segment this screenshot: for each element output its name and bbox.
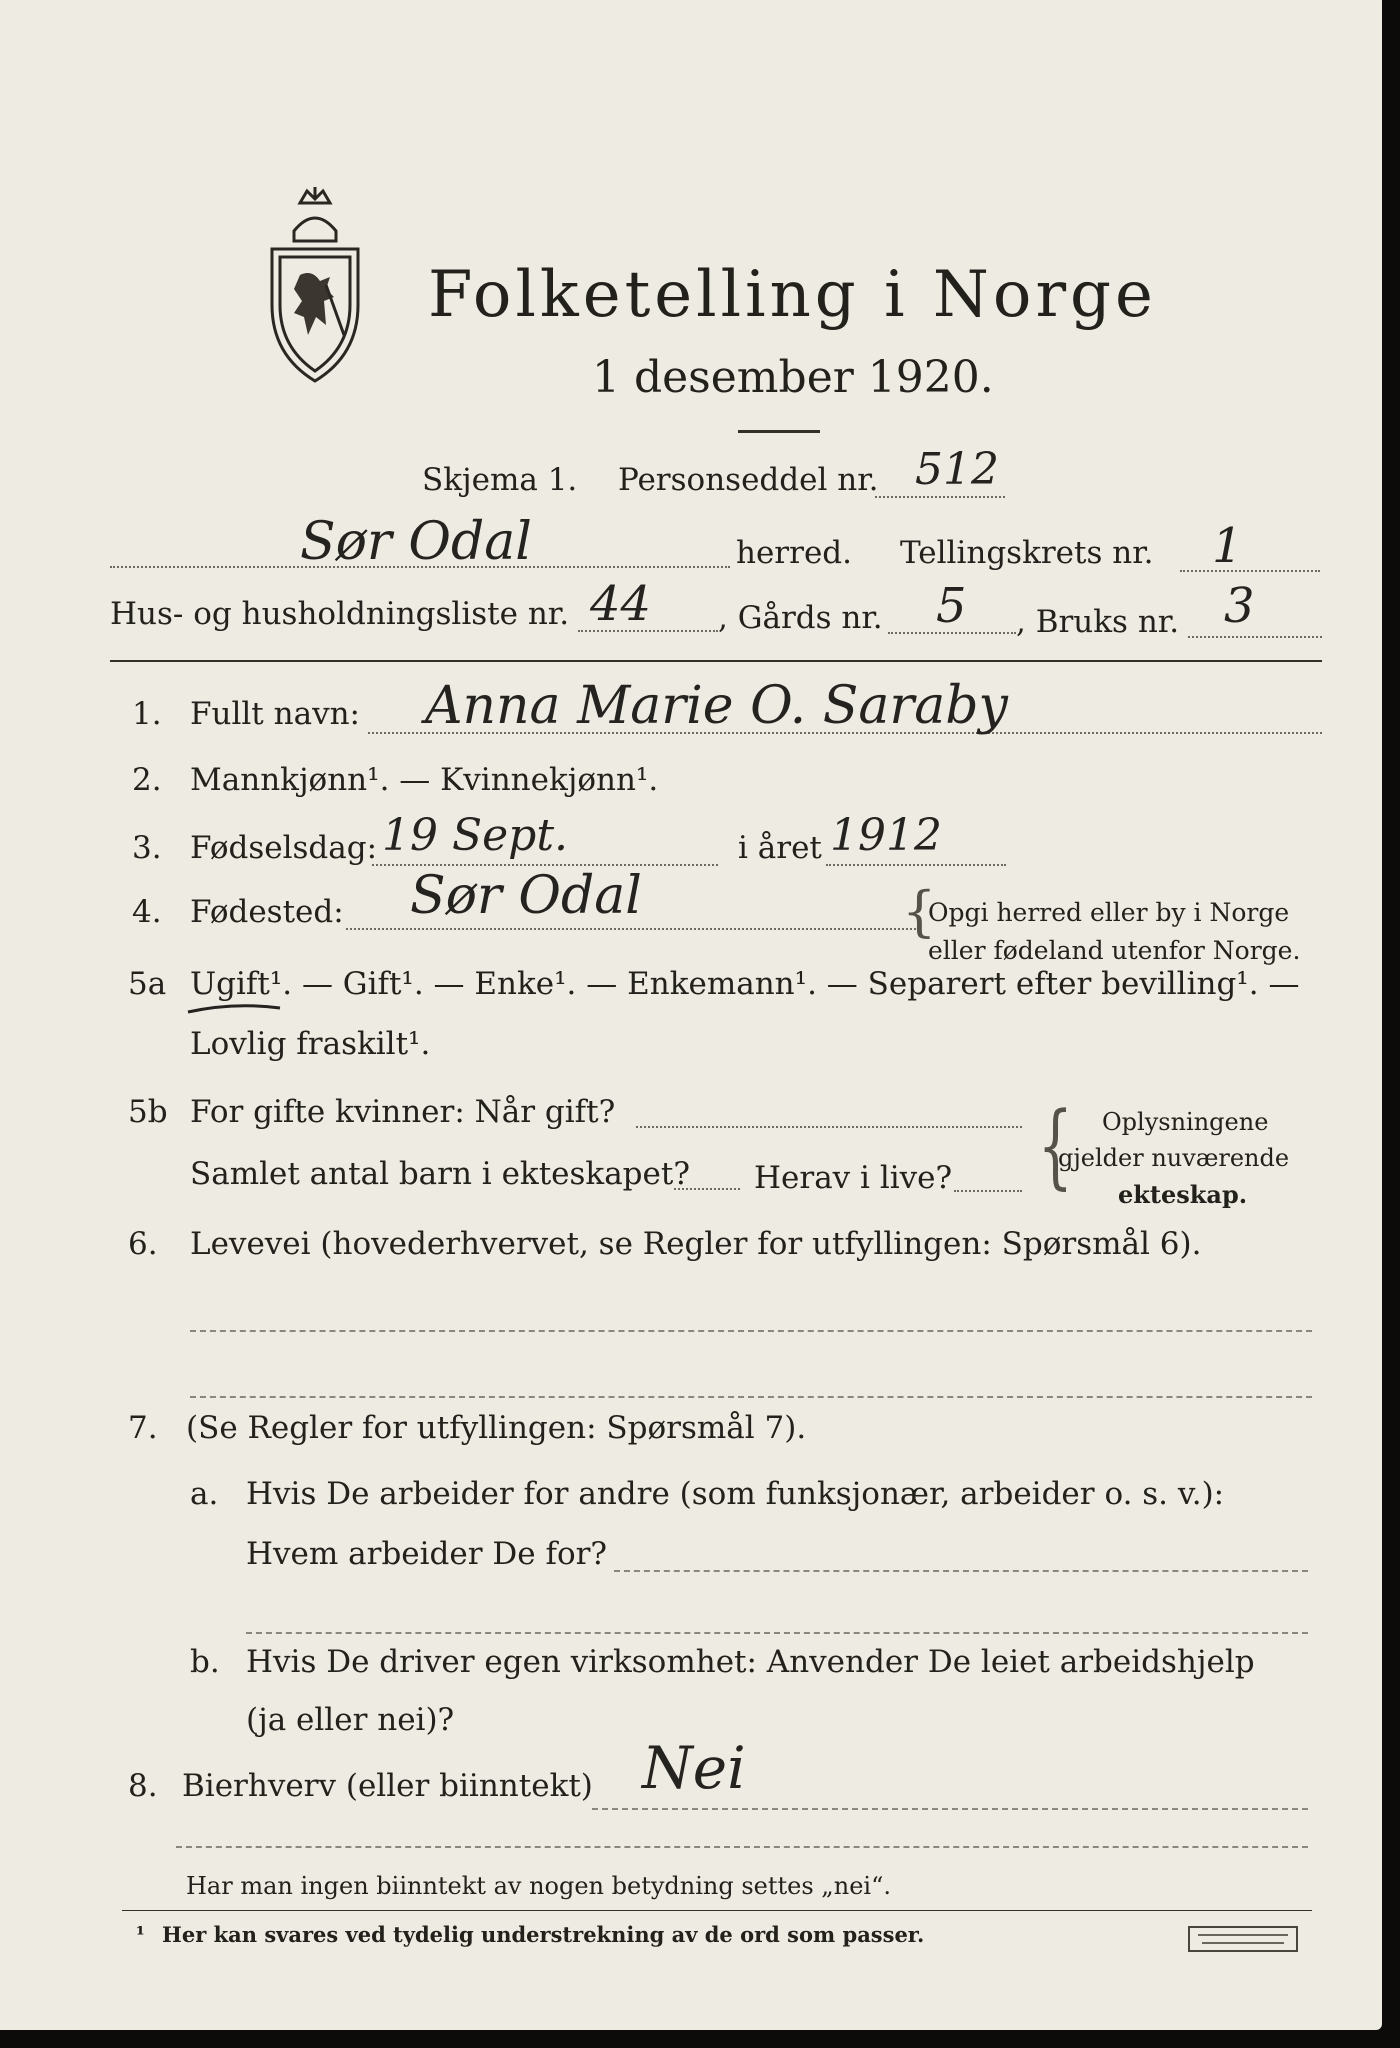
q8-side-income-value: Nei xyxy=(642,1734,746,1802)
census-form-page: Folketelling i Norge 1 desember 1920. Skjema 1. Personseddel nr. 512 Sør Odal herred. Tellingskrets nr. 1 Hus- og husholdningsliste nr. 44 , Gårds nr. 5 , Bruks nr. 3 1. Fullt navn: Anna Marie O. Saraby 2. Mannkjønn¹. — Kvinnekjønn¹. 3. Fødselsdag: 19 Sept. i året 1912 4. Fødested: Sør Odal { Opgi herred eller by i Norge eller fødeland utenfor Norge. 5a Ugift¹. — Gift¹. — Enke¹. — Enkemann¹. — Separert efter bevilling¹. — Lovlig fraskilt¹. 5b For gifte kvinner: Når gift? Samlet antal barn i ekteskapet? Herav i live? { Oplysningene gjelder nuværende ekteskap. 6. Levevei (hovederhvervet, se Regler for utfyllingen: Spørsmål 6). 7. (Se Regler for utfyllingen: Spørsmål 7). a. Hvis De arbeider for andre (som funksjonær, arbeider o. s. v.): Hvem arbeider De for? b. Hvis De driver egen virksomhet: Anvender De leiet arbeidshjelp (ja eller nei)? 8. Bierhverv (eller biinntekt) Nei Har man ingen biinntekt av nogen betydning settes „nei“. ¹ Her kan svares ved tydelig understrekning av de ord som passer. xyxy=(0,0,1382,2030)
q4-note-line1: Opgi herred eller by i Norge xyxy=(928,898,1290,927)
census-date: 1 desember 1920. xyxy=(592,352,994,403)
q2-label: Mannkjønn¹. — Kvinnekjønn¹. xyxy=(190,762,659,798)
q5b-note-line2: gjelder nuværende xyxy=(1058,1144,1290,1172)
hus-value: 44 xyxy=(590,576,652,632)
bruks-value: 3 xyxy=(1224,578,1255,634)
q7-label: (Se Regler for utfyllingen: Spørsmål 7). xyxy=(186,1410,807,1446)
q3-year-label: i året xyxy=(738,830,822,866)
ugift-underline-mark xyxy=(184,1000,284,1016)
schema-label: Skjema 1. xyxy=(422,462,578,498)
hus-label: Hus- og husholdningsliste nr. xyxy=(110,596,570,632)
footnote-mark: ¹ xyxy=(136,1922,145,1946)
q5a-number: 5a xyxy=(128,966,167,1002)
q5b-line1: For gifte kvinner: Når gift? xyxy=(190,1094,616,1130)
q4-note-line2: eller fødeland utenfor Norge. xyxy=(928,936,1301,965)
q5b-note-line1: Oplysningene xyxy=(1102,1108,1269,1136)
q5b-line2a: Samlet antal barn i ekteskapet? xyxy=(190,1156,690,1192)
q3-birthday-value: 19 Sept. xyxy=(382,810,568,861)
gards-value: 5 xyxy=(936,578,967,634)
title-rule xyxy=(738,430,820,433)
q5b-line2b: Herav i live? xyxy=(754,1160,953,1196)
footer-rule xyxy=(122,1910,1312,1911)
herred-value: Sør Odal xyxy=(300,512,532,572)
herred-label: herred. xyxy=(736,535,852,571)
printer-stamp xyxy=(1188,1926,1298,1952)
coat-of-arms-icon xyxy=(260,185,370,385)
q4-number: 4. xyxy=(132,894,162,930)
q4-label: Fødested: xyxy=(190,894,344,930)
footer-note: Har man ingen biinntekt av nogen betydning settes „nei“. xyxy=(186,1872,891,1900)
q5b-note-line3: ekteskap. xyxy=(1118,1180,1248,1209)
q7a-line2: Hvem arbeider De for? xyxy=(246,1536,608,1572)
header-separator xyxy=(110,660,1322,662)
form-title: Folketelling i Norge xyxy=(428,258,1157,332)
q3-label: Fødselsdag: xyxy=(190,830,378,866)
q6-number: 6. xyxy=(128,1226,158,1262)
q5b-number: 5b xyxy=(128,1094,168,1130)
bruks-label: , Bruks nr. xyxy=(1016,604,1180,640)
q3-number: 3. xyxy=(132,830,162,866)
q3-year-value: 1912 xyxy=(830,810,942,861)
tellingskrets-value: 1 xyxy=(1212,518,1243,574)
personseddel-label: Personseddel nr. xyxy=(618,462,879,498)
q5a-line1: Ugift¹. — Gift¹. — Enke¹. — Enkemann¹. — Separert efter bevilling¹. — xyxy=(190,966,1300,1002)
tellingskrets-label: Tellingskrets nr. xyxy=(900,535,1154,571)
gards-label: , Gårds nr. xyxy=(718,600,883,636)
q8-label: Bierhverv (eller biinntekt) xyxy=(182,1768,593,1804)
q1-label: Fullt navn: xyxy=(190,696,360,732)
footnote-text: Her kan svares ved tydelig understrekning av de ord som passer. xyxy=(162,1922,925,1947)
q7-number: 7. xyxy=(128,1410,158,1446)
q4-birthplace-value: Sør Odal xyxy=(410,866,642,926)
q7b-letter: b. xyxy=(190,1644,220,1680)
q7b-line2: (ja eller nei)? xyxy=(246,1702,455,1738)
q7b-line1: Hvis De driver egen virksomhet: Anvender De leiet arbeidshjelp xyxy=(246,1644,1255,1680)
q5a-line2: Lovlig fraskilt¹. xyxy=(190,1026,431,1062)
q7a-line1: Hvis De arbeider for andre (som funksjonær, arbeider o. s. v.): xyxy=(246,1476,1225,1512)
q1-number: 1. xyxy=(132,696,162,732)
q1-full-name-value: Anna Marie O. Saraby xyxy=(425,676,1008,736)
q7a-letter: a. xyxy=(190,1476,219,1512)
q6-label: Levevei (hovederhvervet, se Regler for utfyllingen: Spørsmål 6). xyxy=(190,1226,1202,1262)
q8-number: 8. xyxy=(128,1768,158,1804)
personseddel-value: 512 xyxy=(915,444,999,495)
q2-number: 2. xyxy=(132,762,162,798)
